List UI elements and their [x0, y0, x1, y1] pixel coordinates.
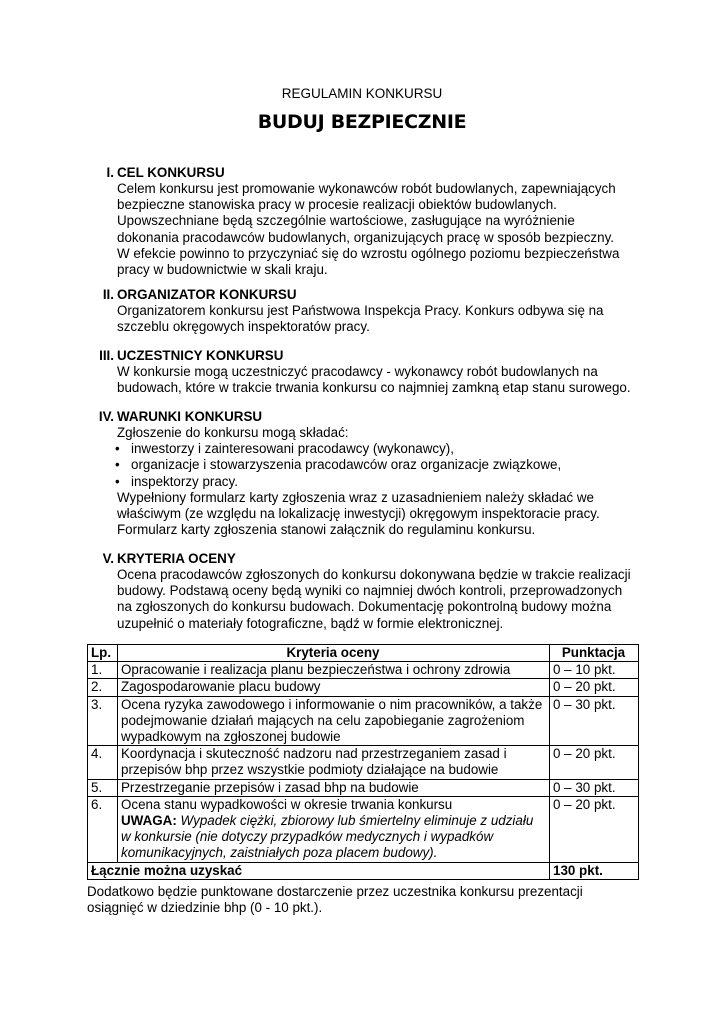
section-organizator-konkursu — [0, 287, 724, 335]
table-row — [88, 746, 639, 779]
table-row — [88, 662, 639, 679]
text-line: Celem konkursu jest promowanie wykonawców robót budowlanych, zapewniających — [117, 181, 616, 196]
header-lp: Lp. — [88, 645, 118, 662]
document-title: BUDUJ BEZPIECZNIE — [257, 111, 467, 133]
total-score: 130 pkt. — [550, 862, 639, 879]
total-label: Łącznie można uzyskać — [88, 862, 550, 879]
text-line: właściwym (ze względu na lokalizację inwestycji) okręgowym inspektoracie pracy. — [117, 506, 600, 522]
section-title: UCZESTNICY KONKURSU — [117, 348, 284, 363]
row-lp: 5. — [88, 779, 118, 796]
section-number: I. — [106, 165, 114, 180]
criteria-line: przepisów bhp przez wszystkie podmioty działające na budowie — [121, 762, 499, 778]
row-criteria — [118, 746, 550, 779]
row-lp: 1. — [88, 662, 118, 679]
table-row — [88, 679, 639, 696]
row-lp: 2. — [88, 679, 118, 696]
row-lp: 4. — [88, 746, 118, 779]
text-line: osiągnięć w dziedzinie bhp (0 - 10 pkt.). — [87, 900, 323, 916]
text-line: uzupełnić o materiały fotograficzne, bądź w formie elektronicznej. — [117, 615, 504, 631]
criteria-line: Przestrzeganie przepisów i zasad bhp na budowie — [121, 779, 419, 795]
section-title: CEL KONKURSU — [117, 165, 225, 180]
section-number: V. — [102, 551, 114, 566]
table-header-row — [88, 645, 639, 662]
criteria-line: Zagospodarowanie placu budowy — [121, 679, 321, 695]
text-line: budowach, które w trakcie trwania konkursu co najmniej zamkną etap stanu surowego. — [117, 380, 631, 396]
section-uczestnicy-konkursu — [0, 348, 724, 396]
criteria-note-line: w konkursie (nie dotyczy przypadków medycznych i wypadków — [121, 829, 494, 845]
row-score: 0 – 20 pkt. — [550, 679, 639, 696]
text-line: budowy. Podstawą oceny będą wyniki co najmniej dwóch kontroli, przeprowadzonych — [117, 583, 623, 599]
document-subtitle: REGULAMIN KONKURSU — [281, 86, 443, 101]
row-criteria — [118, 679, 550, 696]
section-cel-konkursu — [0, 165, 724, 278]
text-line: Formularz karty zgłoszenia stanowi załącznik do regulaminu konkursu. — [117, 522, 536, 538]
text-line: W efekcie powinno to przyczyniać się do wzrostu ogólnego poziomu bezpieczeństwa — [117, 245, 620, 261]
note-text: Wypadek ciężki, zbiorowy lub śmiertelny eliminuje z udziału — [176, 813, 534, 829]
row-score: 0 – 30 pkt. — [550, 696, 639, 746]
text-line: Wypełniony formularz karty zgłoszenia wraz z uzasadnieniem należy składać we — [117, 489, 594, 505]
row-criteria — [118, 696, 550, 746]
section-body — [117, 181, 637, 278]
section-title: WARUNKI KONKURSU — [117, 409, 263, 424]
text-line: Dodatkowo będzie punktowane dostarczenie przez uczestnika konkursu prezentacji — [87, 884, 583, 899]
section-number: IV. — [98, 409, 114, 424]
section-body — [117, 364, 637, 396]
text-line: szczeblu okręgowych inspektoratów pracy. — [117, 319, 370, 335]
section-kryteria-oceny — [0, 551, 724, 632]
footer-note — [87, 884, 607, 916]
table-row — [88, 779, 639, 796]
row-score: 0 – 30 pkt. — [550, 779, 639, 796]
section-number: II. — [102, 287, 114, 302]
text-line: Ocena pracodawców zgłoszonych do konkursu dokonywana będzie w trakcie realizacji — [117, 567, 631, 582]
row-score: 0 – 20 pkt. — [550, 746, 639, 779]
text-line: Zgłoszenie do konkursu mogą składać: — [117, 425, 349, 440]
table-total-row — [88, 862, 639, 879]
table-row — [88, 696, 639, 746]
text-line: na zgłoszonych do konkursu budowach. Dokumentację pokontrolną budowy można — [117, 599, 612, 615]
text-line: Organizatorem konkursu jest Państwowa Inspekcja Pracy. Konkurs odbywa się na — [117, 303, 604, 318]
criteria-line: podejmowanie działań mających na celu zapobieganie zagrożeniom — [121, 712, 525, 728]
row-lp: 3. — [88, 696, 118, 746]
bullet-icon: • — [115, 473, 120, 489]
note-label: UWAGA: — [121, 813, 177, 829]
text-line: dokonania pracodawców budowlanych, organizujących pracę w sposób bezpieczny. — [117, 229, 614, 245]
section-title: ORGANIZATOR KONKURSU — [117, 287, 297, 302]
table-row — [88, 796, 639, 862]
list-item — [117, 441, 637, 457]
text-line: pracy w budownictwie w skali kraju. — [117, 262, 328, 278]
section-warunki-konkursu — [0, 409, 724, 538]
header-score: Punktacja — [550, 645, 639, 662]
row-lp: 6. — [88, 796, 118, 862]
criteria-table — [87, 644, 639, 880]
section-title: KRYTERIA OCENY — [117, 551, 236, 566]
list-item-text: organizacje i stowarzyszenia pracodawców oraz organizacje związkowe, — [131, 457, 562, 473]
criteria-line: wypadkowym na zgłoszonej budowie — [121, 729, 341, 745]
criteria-line: Ocena ryzyka zawodowego i informowanie o nim pracowników, a także — [121, 696, 543, 712]
criteria-line: Koordynacja i skuteczność nadzoru nad przestrzeganiem zasad i — [121, 746, 507, 762]
section-body — [117, 425, 637, 538]
text-line: W konkursie mogą uczestniczyć pracodawcy - wykonawcy robót budowlanych na — [117, 364, 598, 379]
list-item — [117, 474, 637, 490]
criteria-note-line: komunikacyjnych, zaistniałych poza placem budowy). — [121, 845, 438, 861]
row-score: 0 – 20 pkt. — [550, 796, 639, 862]
list-item — [117, 457, 637, 473]
section-body — [117, 567, 637, 632]
row-criteria — [118, 779, 550, 796]
list-item-text: inspektorzy pracy. — [131, 473, 238, 489]
criteria-note — [121, 813, 545, 829]
list-item-text: inwestorzy i zainteresowani pracodawcy (wykonawcy), — [131, 441, 454, 457]
criteria-line: Ocena stanu wypadkowości w okresie trwania konkursu — [121, 796, 453, 812]
row-criteria — [118, 796, 550, 862]
section-body — [117, 303, 637, 335]
text-line: bezpieczne stanowiska pracy w procesie realizacji obiektów budowlanych. — [117, 197, 557, 213]
row-score: 0 – 10 pkt. — [550, 662, 639, 679]
bullet-icon: • — [115, 441, 120, 457]
header-criteria: Kryteria oceny — [118, 645, 550, 662]
bullet-icon: • — [115, 457, 120, 473]
criteria-line: Opracowanie i realizacja planu bezpieczeństwa i ochrony zdrowia — [121, 662, 511, 678]
section-number: III. — [99, 348, 114, 363]
row-criteria — [118, 662, 550, 679]
text-line: Upowszechniane będą szczególnie wartościowe, zasługujące na wyróżnienie — [117, 213, 575, 229]
